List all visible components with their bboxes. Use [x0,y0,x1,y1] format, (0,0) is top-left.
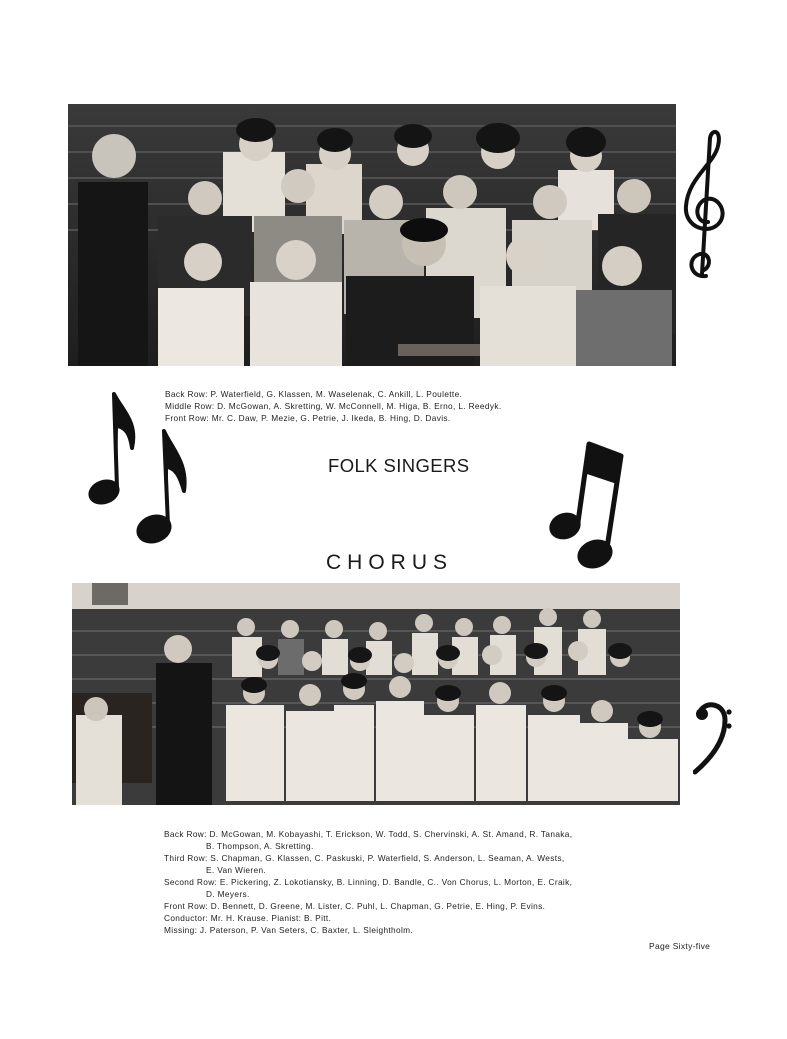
caption-line-continuation: E. Van Wieren. [206,865,267,875]
chorus-title: CHORUS [326,551,454,574]
treble-clef-icon [680,124,730,282]
caption-line-middle-row [165,400,625,412]
row-label: Front Row: [165,413,210,423]
folk-singers-photo [68,104,676,366]
row-label: Conductor: [164,913,209,923]
row-label: Back Row: [165,389,208,399]
caption-line-conductor [164,912,684,924]
eighth-note-icon [543,434,627,574]
row-names: J. Paterson, P. Van Seters, C. Baxter, L. Sleightholm. [199,925,414,935]
row-names: D. McGowan, A. Skretting, W. McConnell, M. Higa, B. Erno, L. Reedyk. [217,401,502,411]
caption-line-back-row [164,828,684,840]
row-label: Second Row: [164,877,218,887]
folk-singers-title: FOLK SINGERS [328,455,470,476]
row-label: Third Row: [164,853,208,863]
caption-line-front-row [164,900,684,912]
folk-singers-caption [165,388,625,424]
bass-clef-icon [693,698,733,776]
caption-line-continuation: B. Thompson, A. Skretting. [206,841,314,851]
caption-line-third-row [164,852,684,864]
caption-line-continuation: D. Meyers. [206,889,250,899]
eighth-note-icon [130,425,192,551]
caption-line-front-row [165,412,625,424]
row-names: E. Pickering, Z. Lokotiansky, B. Linning, D. Bandle, C.. Von Chorus, L. Morton, E. Craik, [219,877,573,887]
row-names: D. McGowan, M. Kobayashi, T. Erickson, W. Todd, S. Chervinski, A. St. Amand, R. Tanaka, [209,829,573,839]
chorus-caption [164,828,684,936]
caption-line-second-row [164,876,684,888]
row-names: P. Waterfield, G. Klassen, M. Waselenak, C. Ankill, L. Poulette. [210,389,463,399]
chorus-photo [72,583,680,805]
row-names: Mr. H. Krause. Pianist: B. Pitt. [210,913,332,923]
row-label: Middle Row: [165,401,215,411]
row-label: Back Row: [164,829,207,839]
row-names: Mr. C. Daw, P. Mezie, G. Petrie, J. Ikeda, B. Hing, D. Davis. [211,413,451,423]
caption-line-missing [164,924,684,936]
caption-line-back-row [165,388,625,400]
row-names: D. Bennett, D. Greene, M. Lister, C. Puhl, L. Chapman, G. Petrie, E. Hing, P. Evins. [210,901,546,911]
row-label: Front Row: [164,901,209,911]
row-names: S. Chapman, G. Klassen, C. Paskuski, P. Waterfield, S. Anderson, L. Seaman, A. Wests, [210,853,565,863]
row-label: Missing: [164,925,198,935]
page-number: Page Sixty-five [649,941,711,951]
